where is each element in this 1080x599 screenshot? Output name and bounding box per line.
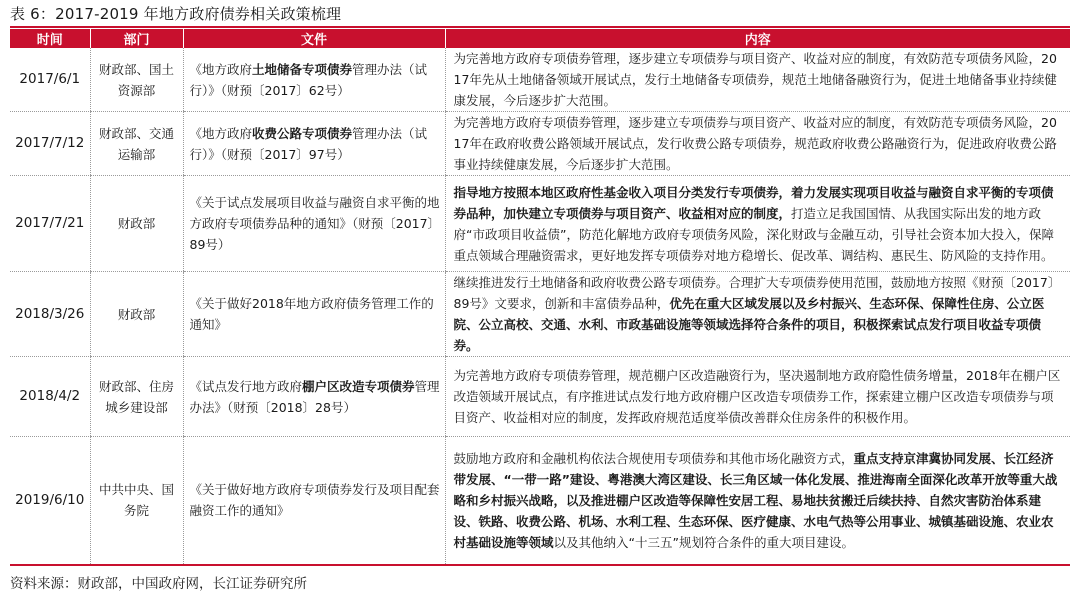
- cell-content: [445, 48, 1070, 112]
- cell-content: [445, 176, 1070, 272]
- content-text: 为完善地方政府专项债券管理，逐步建立专项债券与项目资产、收益对应的制度，有效防范专项债务风险，2017年在政府收费公路领域开展试点，发行收费公路专项债券，规范政府收费公路融资行为，促进政府收费公路事业持续健康发展，今后逐步扩大范围。: [453, 115, 1057, 172]
- header-row: [10, 29, 1070, 48]
- cell-dept: 中共中央、国务院: [90, 437, 183, 565]
- file-text: 管理办法》（财预〔2018〕28号）: [189, 378, 440, 415]
- content-text: 鼓励地方政府和金融机构依法合规使用专项债券和其他市场化融资方式，: [453, 450, 854, 466]
- content-text: 为完善地方政府专项债券管理，逐步建立专项债券与项目资产、收益对应的制度，有效防范专项债务风险，2017年先从土地储备领域开展试点，发行土地储备专项债券，规范土地储备融资行为，促进土地储备事业持续健康发展，今后逐步扩大范围。: [453, 51, 1057, 108]
- table-row: [10, 272, 1070, 357]
- file-text: 管理办法（试行）》（财预〔2017〕62号）: [189, 61, 428, 98]
- table-row: [10, 357, 1070, 437]
- table-title: 表 6：2017-2019 年地方政府债券相关政策梳理: [10, 5, 342, 23]
- cell-content: [445, 112, 1070, 176]
- content-text: 以及其他纳入“十三五”规划符合条件的重大项目建设。: [553, 534, 854, 550]
- file-text: 《关于做好地方政府专项债券发行及项目配套融资工作的通知》: [189, 482, 440, 519]
- cell-date: 2018/4/2: [10, 357, 90, 437]
- cell-date: 2018/3/26: [10, 272, 90, 357]
- table-row: [10, 437, 1070, 565]
- cell-dept: 财政部: [90, 272, 183, 357]
- table-row: [10, 176, 1070, 272]
- content-text: 打造立足我国国情、从我国实际出发的地方政府“市政项目收益债”，防范化解地方政府专项债务风险，深化财政与金融互动，引导社会资本加大投入，保障重点领域合理融资需求，更好地发挥专项债券对地方稳增长、促改革、调结构、惠民生、防风险的支持作用。: [453, 205, 1054, 263]
- cell-dept: 财政部、国土资源部: [90, 48, 183, 112]
- cell-dept: 财政部、住房城乡建设部: [90, 357, 183, 437]
- cell-dept: 财政部、交通运输部: [90, 112, 183, 176]
- title-rule: [10, 26, 1070, 28]
- content-text: 为完善地方政府专项债券管理，规范棚户区改造融资行为，坚决遏制地方政府隐性债务增量，2018年在棚户区改造领域开展试点，有序推进试点发行地方政府棚户区改造专项债券工作，探索建立棚户区改造专项债券与项目资产、收益相对应的制度，发挥政府规范适度举债改善群众住房条件的积极作用。: [453, 368, 1061, 425]
- file-emphasis: 土地储备专项债券: [252, 61, 353, 77]
- cell-file: [183, 48, 445, 112]
- cell-date: 2017/7/21: [10, 176, 90, 272]
- cell-file: [183, 272, 445, 357]
- file-emphasis: 棚户区改造专项债券: [302, 378, 415, 394]
- header-file: 文件: [183, 29, 445, 48]
- file-text: 《地方政府: [189, 125, 253, 141]
- source-note: 资料来源：财政部，中国政府网，长江证券研究所: [10, 576, 307, 592]
- cell-file: [183, 357, 445, 437]
- cell-file: [183, 112, 445, 176]
- cell-file: [183, 176, 445, 272]
- content-emphasis: 指导地方按照本地区政府性基金收入项目分类发行专项债券，着力发展实现项目收益与融资自求平衡的专项债券品种，加快建立专项债券与项目资产、收益相对应的制度，: [453, 184, 1054, 221]
- cell-content: [445, 272, 1070, 357]
- file-emphasis: 收费公路专项债券: [252, 125, 353, 141]
- policy-table: [10, 29, 1070, 566]
- header-dept: 部门: [90, 29, 183, 48]
- table-row: [10, 48, 1070, 112]
- header-content: 内容: [445, 29, 1070, 48]
- cell-date: 2017/6/1: [10, 48, 90, 112]
- cell-date: 2019/6/10: [10, 437, 90, 565]
- content-emphasis: 重点支持京津冀协同发展、长江经济带发展、“一带一路”建设、粤港澳大湾区建设、长三角区域一体化发展、推进海南全面深化改革开放等重大战略和乡村振兴战略，以及推进棚户区改造等保障性安居工程、易地扶贫搬迁后续扶持、自然灾害防治体系建设、铁路、收费公路、机场、水利工程、生态环保、医疗健康、水电气热等公用事业、城镇基础设施、农业农村基础设施等领域: [453, 450, 1058, 550]
- file-text: 《试点发行地方政府: [189, 378, 303, 394]
- file-text: 《关于做好2018年地方政府债务管理工作的通知》: [189, 296, 434, 332]
- cell-file: [183, 437, 445, 565]
- file-text: 《地方政府: [189, 61, 253, 77]
- file-text: 管理办法（试行）》（财预〔2017〕97号）: [189, 125, 428, 162]
- content-emphasis: 优先在重大区域发展以及乡村振兴、生态环保、保障性住房、公立医院、公立高校、交通、水利、市政基础设施等领域选择符合条件的项目，积极探索试点发行项目收益专项债券。: [453, 296, 1045, 353]
- file-text: 《关于试点发展项目收益与融资自求平衡的地方政府专项债券品种的通知》（财预〔2017〕89号）: [189, 195, 441, 252]
- table-row: [10, 112, 1070, 176]
- header-date: 时间: [10, 29, 90, 48]
- cell-content: [445, 357, 1070, 437]
- cell-content: [445, 437, 1070, 565]
- cell-dept: 财政部: [90, 176, 183, 272]
- content-text: 继续推进发行土地储备和政府收费公路专项债券。合理扩大专项债券使用范围，鼓励地方按照《财预〔2017〕89号》文要求，创新和丰富债券品种，: [453, 275, 1061, 311]
- cell-date: 2017/7/12: [10, 112, 90, 176]
